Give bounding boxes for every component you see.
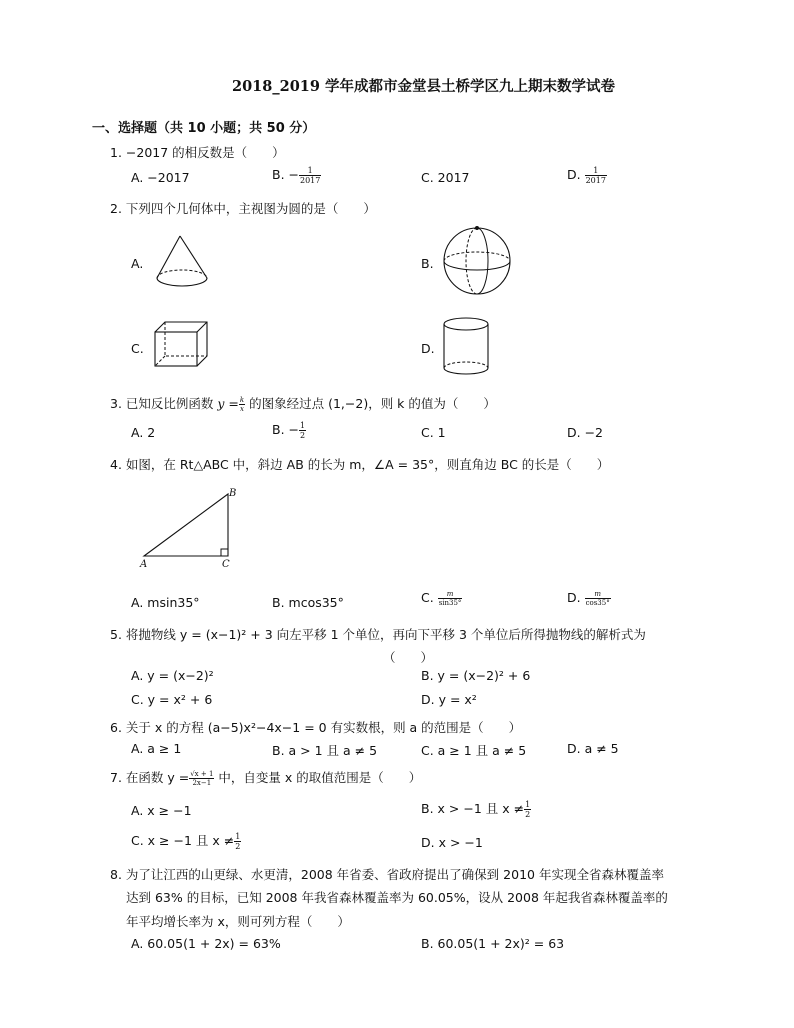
q3-option-a: A. 2	[131, 425, 156, 440]
q2-option-b: B.	[421, 256, 434, 271]
q2-option-d: D.	[421, 341, 435, 356]
q3-b-denominator: 2	[300, 431, 306, 440]
question-8-line1: 8. 为了让江西的山更绿、水更清，2008 年省委、省政府提出了确保到 2010 年实现全省森林覆盖率	[110, 867, 664, 882]
q4-d-denominator: cos35°	[585, 599, 610, 607]
cube-figure	[151, 318, 211, 370]
q1-option-d	[567, 166, 607, 185]
q1-b-numerator: 1	[299, 166, 321, 176]
q7-option-b-prefix: B. x > −1 且 x ≠	[421, 801, 525, 816]
q7-post: 中，自变量 x 的取值范围是（ ）	[214, 770, 422, 785]
q7-b-denominator: 2	[525, 810, 531, 819]
q2-option-c: C.	[131, 341, 144, 356]
q1-b-denominator: 2017	[300, 176, 321, 185]
question-3-text	[110, 394, 496, 413]
q3-x: x	[240, 405, 244, 413]
question-4-text: 4. 如图，在 Rt△ABC 中，斜边 AB 的长为 m，∠A = 35°，则直角边 BC 的长是（ ）	[110, 457, 610, 472]
label-vertex-c: C	[222, 559, 230, 570]
q5-option-d: D. y = x²	[421, 692, 477, 707]
q1-option-c: C. 2017	[421, 170, 470, 185]
q6-option-c: C. a ≥ 1 且 a ≠ 5	[421, 743, 527, 758]
cylinder-figure	[442, 316, 492, 378]
question-7-text	[110, 768, 421, 787]
question-1-text: 1. −2017 的相反数是（ ）	[110, 145, 285, 160]
label-vertex-a: A	[140, 559, 148, 570]
q2-option-a: A.	[131, 256, 144, 271]
q1-option-d-prefix: D.	[567, 167, 585, 182]
question-5-paren: （ ）	[383, 650, 434, 665]
q7-option-d: D. x > −1	[421, 835, 483, 850]
q3-b-numerator: 1	[300, 421, 306, 430]
q4-option-b: B. mcos35°	[272, 595, 344, 610]
q7-option-b	[421, 799, 531, 819]
section-heading: 一、选择题（共 10 小题；共 50 分）	[92, 121, 316, 136]
page-title: 2018_2019 学年成都市金堂县土桥学区九上期末数学试卷	[232, 78, 616, 95]
q4-c-numerator: m	[438, 590, 463, 599]
q4-c-denominator: sin35°	[438, 599, 462, 607]
q4-option-c-prefix: C.	[421, 590, 438, 605]
q5-option-a: A. y = (x−2)²	[131, 668, 214, 683]
q8-option-a: A. 60.05(1 + 2x) = 63%	[131, 936, 281, 951]
q4-d-numerator: m	[585, 590, 611, 599]
label-vertex-b: B	[229, 488, 237, 499]
q1-d-numerator: 1	[585, 166, 607, 176]
q6-option-d: D. a ≠ 5	[567, 741, 619, 756]
q5-option-c: C. y = x² + 6	[131, 692, 213, 707]
q1-option-b	[272, 166, 321, 185]
q7-c-denominator: 2	[235, 842, 241, 851]
question-5-text: 5. 将抛物线 y = (x−1)² + 3 向左平移 1 个单位，再向下平移 3 个单位后所得抛物线的解析式为	[110, 627, 646, 642]
question-8-line3: 年平均增长率为 x，则可列方程（ ）	[126, 914, 350, 929]
q3-option-b-prefix: B. −	[272, 422, 299, 437]
q4-option-c	[421, 590, 462, 607]
q4-option-a: A. msin35°	[131, 595, 200, 610]
q6-option-b: B. a > 1 且 a ≠ 5	[272, 743, 378, 758]
q4-option-d-prefix: D.	[567, 590, 585, 605]
question-6-text: 6. 关于 x 的方程 (a−5)x²−4x−1 = 0 有实数根，则 a 的范围是（ ）	[110, 720, 522, 735]
sphere-figure	[441, 225, 515, 297]
q7-option-c-prefix: C. x ≥ −1 且 x ≠	[131, 833, 235, 848]
q1-option-b-prefix: B. −	[272, 167, 299, 182]
q7-option-c	[131, 831, 241, 851]
q7-b-numerator: 1	[525, 800, 531, 809]
q7-c-numerator: 1	[235, 832, 241, 841]
q3-option-d: D. −2	[567, 425, 603, 440]
q7-pre: 7. 在函数 y =	[110, 770, 190, 785]
q7-denominator: 2x−1	[192, 779, 212, 787]
cone-figure	[150, 232, 214, 292]
right-triangle-figure	[140, 488, 240, 568]
q5-option-b: B. y = (x−2)² + 6	[421, 668, 531, 683]
q4-option-d	[567, 590, 611, 607]
q3-pre: 3. 已知反比例函数	[110, 396, 218, 411]
q3-post: 的图象经过点 (1,−2)，则 k 的值为（ ）	[245, 396, 496, 411]
q3-k: k	[239, 396, 245, 404]
q6-option-a: A. a ≥ 1	[131, 741, 182, 756]
q7-numerator: √x + 1	[190, 770, 214, 778]
question-2-text: 2. 下列四个几何体中，主视图为圆的是（ ）	[110, 201, 376, 216]
q8-option-b: B. 60.05(1 + 2x)² = 63	[421, 936, 565, 951]
q3-option-b	[272, 421, 306, 440]
question-8-line2: 达到 63% 的目标，已知 2008 年我省森林覆盖率为 60.05%，设从 2008 年起我省森林覆盖率的	[126, 890, 668, 905]
q1-option-a: A. −2017	[131, 170, 190, 185]
q3-func-lhs: y =	[217, 396, 239, 411]
q3-option-c: C. 1	[421, 425, 446, 440]
q7-option-a: A. x ≥ −1	[131, 803, 192, 818]
q1-d-denominator: 2017	[585, 176, 606, 185]
